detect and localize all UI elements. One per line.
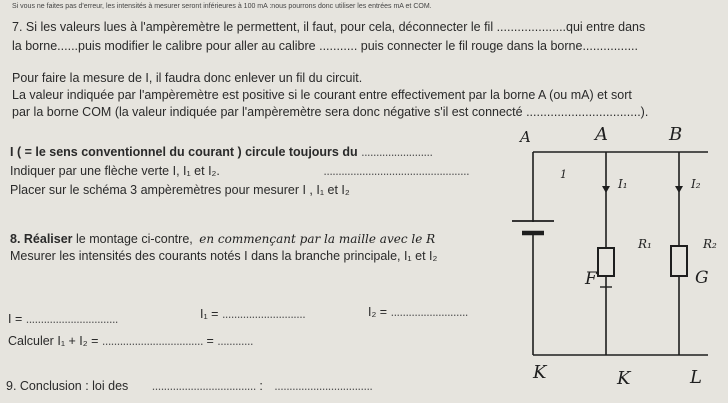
q7-line2: la borne......puis modifier le calibre pour aller au calibre ........... puis connecter le fil rouge dans la borne................ [12, 39, 639, 53]
q9-label: 9. Conclusion : loi des [6, 379, 129, 393]
q7-line1: 7. Si les valeurs lues à l'ampèremètre le permettent, il faut, pour cela, déconnecter le fil ....................qui entre dans [12, 20, 646, 34]
q8-line2: Mesurer les intensités des courants notés I dans la branche principale, I₁ et I₂ [10, 249, 438, 263]
para3-line3: Placer sur le schéma 3 ampèremètres pour mesurer I , I₁ et I₂ [10, 183, 350, 197]
para3-line1-blank: ........................ [361, 145, 433, 159]
calc-blank1: .................................. [101, 334, 203, 348]
node-f: F [585, 269, 597, 289]
arrow-i1-icon [602, 186, 610, 193]
para3-line1-text: I ( = le sens conventionnel du courant ) circule toujours du [10, 145, 358, 159]
calc-label: Calculer [8, 334, 54, 348]
node-a-top: A [595, 124, 608, 145]
label-1: 1 [560, 168, 567, 181]
node-l: L [690, 367, 702, 388]
measure-i2-label: I₂ = [368, 305, 388, 319]
q9-blank1: ................................... [151, 379, 256, 393]
node-b: B [669, 124, 683, 145]
header-note: Si vous ne faites pas d'erreur, les intensités à mesurer seront inférieures à 100 mA :nous pourrons donc utiliser les entrées mA et COM. [12, 3, 432, 10]
q8-handwriting: en commençant par la maille avec le R [199, 232, 436, 246]
calc-expr: I₁ + I₂ = [57, 334, 99, 348]
label-r1: R₁ [638, 237, 652, 251]
node-k-left: K [533, 362, 547, 383]
calc-blank2: ............ [217, 334, 253, 348]
label-r2: R₂ [703, 237, 717, 251]
para2-line2: La valeur indiquée par l'ampèremètre est positive si le courant entre effectivement par la borne A (ou mA) et sort [12, 88, 632, 102]
measure-i-label: I = [8, 312, 23, 326]
para3-line2-blank: ................................................. [323, 164, 470, 178]
q8-label: 8. Réaliser [10, 232, 73, 246]
node-g: G [695, 268, 709, 288]
current-i2: I₂ [691, 177, 701, 191]
arrow-i2-icon [675, 186, 683, 193]
current-i1: I₁ [618, 177, 628, 191]
q8-line1-rest: le montage ci-contre, [72, 232, 193, 246]
q9-colon: : [259, 379, 263, 393]
measure-i-blank: ............................... [25, 312, 118, 326]
measure-i2-blank: .......................... [390, 305, 468, 319]
q9-blank2: ................................. [274, 379, 373, 393]
resistor-r1 [598, 248, 614, 276]
node-k-mid: K [617, 368, 631, 389]
calc-eq: = [206, 334, 214, 348]
measure-i1-label: I₁ = [200, 307, 219, 321]
resistor-r2 [671, 246, 687, 276]
para2-line3: par la borne COM (la valeur indiquée par l'ampèremètre sera donc négative s'il est connecté .................................). [12, 105, 649, 119]
measure-i1-blank: ............................ [221, 307, 306, 321]
para3-line2-text: Indiquer par une flèche verte I, I₁ et I₂. [10, 164, 220, 178]
node-a-left: A [520, 128, 531, 146]
para2-line1: Pour faire la mesure de I, il faudra donc enlever un fil du circuit. [12, 71, 363, 85]
